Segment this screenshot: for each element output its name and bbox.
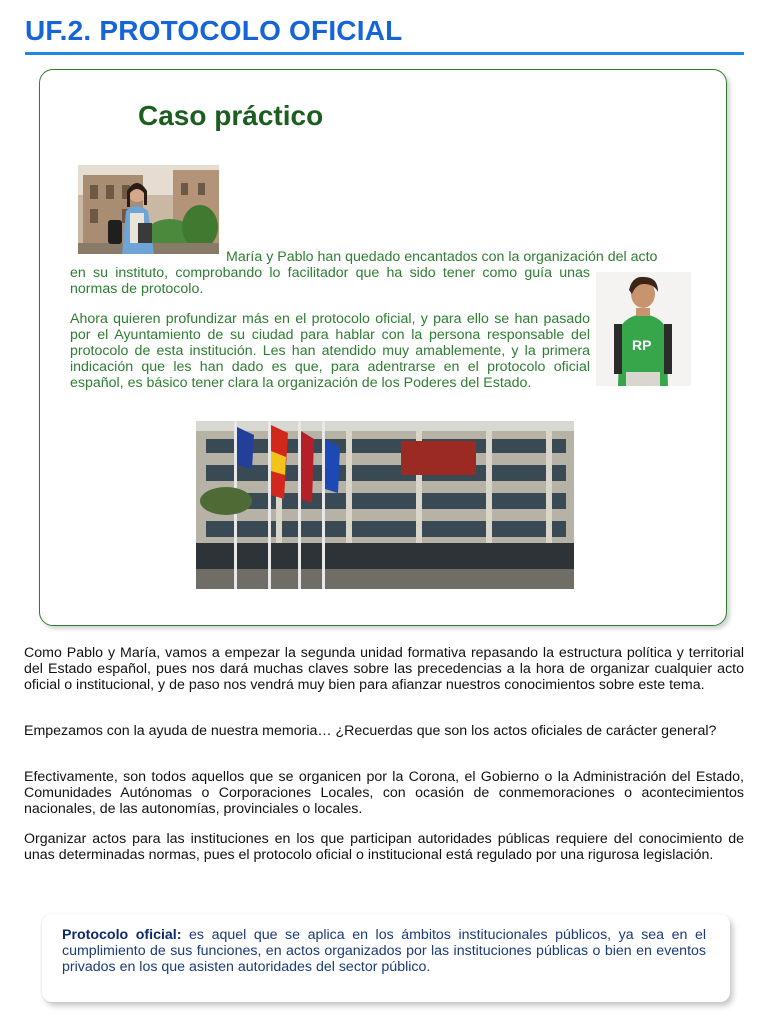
page-header bbox=[25, 14, 745, 55]
body-paragraph-4: Organizar actos para las instituciones en los que participan autoridades públicas requiere del conocimiento de unas determinadas normas, pues el protocolo oficial o institucional está regulado por una rigurosa legislación. bbox=[24, 831, 744, 863]
definition-term: Protocolo oficial: bbox=[62, 927, 182, 943]
student-girl-photo bbox=[78, 165, 219, 254]
city-hall-photo bbox=[196, 421, 574, 589]
page-title: UF.2. PROTOCOLO OFICIAL bbox=[25, 15, 403, 46]
student-boy-photo bbox=[596, 272, 691, 386]
definition-body: es aquel que se aplica en los ámbitos institucionales públicos, ya sea en el cumplimiento de sus funciones, en actos organizados por las instituciones públicas o bien en eventos privados en los que asisten autoridades del sector público. bbox=[62, 927, 706, 975]
case-study-box bbox=[39, 69, 727, 626]
case-study-title: Caso práctico bbox=[138, 100, 324, 131]
header-divider bbox=[25, 52, 744, 55]
case-paragraph-1-lead: María y Pablo han quedado encantados con la organización del acto bbox=[226, 249, 658, 265]
definition-box bbox=[42, 914, 730, 1002]
definition-text bbox=[62, 927, 706, 975]
svg-text:RP: RP bbox=[632, 337, 652, 353]
case-paragraph-2: Ahora quieren profundizar más en el protocolo oficial, y para ello se han pasado por el Ayuntamiento de su ciudad para hablar con la persona responsable del protocolo de esta institución. Les han atendido muy amablemente, y la primera indicación que les han dado es que, para adentrarse en el protocolo oficial español, es básico tener clara la organización de los Poderes del Estado. bbox=[70, 311, 590, 391]
body-paragraph-1: Como Pablo y María, vamos a empezar la segunda unidad formativa repasando la estructura política y territorial del Estado español, pues nos dará muchas claves sobre las precedencias a la hora de organizar cualquier acto oficial o institucional, y de paso nos vendrá muy bien para afianzar nuestros conocimientos sobre este tema. bbox=[24, 645, 744, 693]
case-paragraph-1: en su instituto, comprobando lo facilitador que ha sido tener como guía unas normas de protocolo. bbox=[70, 265, 590, 297]
body-paragraph-2: Empezamos con la ayuda de nuestra memoria… ¿Recuerdas que son los actos oficiales de carácter general? bbox=[24, 723, 717, 739]
body-paragraph-3: Efectivamente, son todos aquellos que se organicen por la Corona, el Gobierno o la Administración del Estado, Comunidades Autónomas o Corporaciones Locales, con ocasión de conmemoraciones o acontecimientos nacionales, de las autonomías, provinciales o locales. bbox=[24, 769, 744, 817]
